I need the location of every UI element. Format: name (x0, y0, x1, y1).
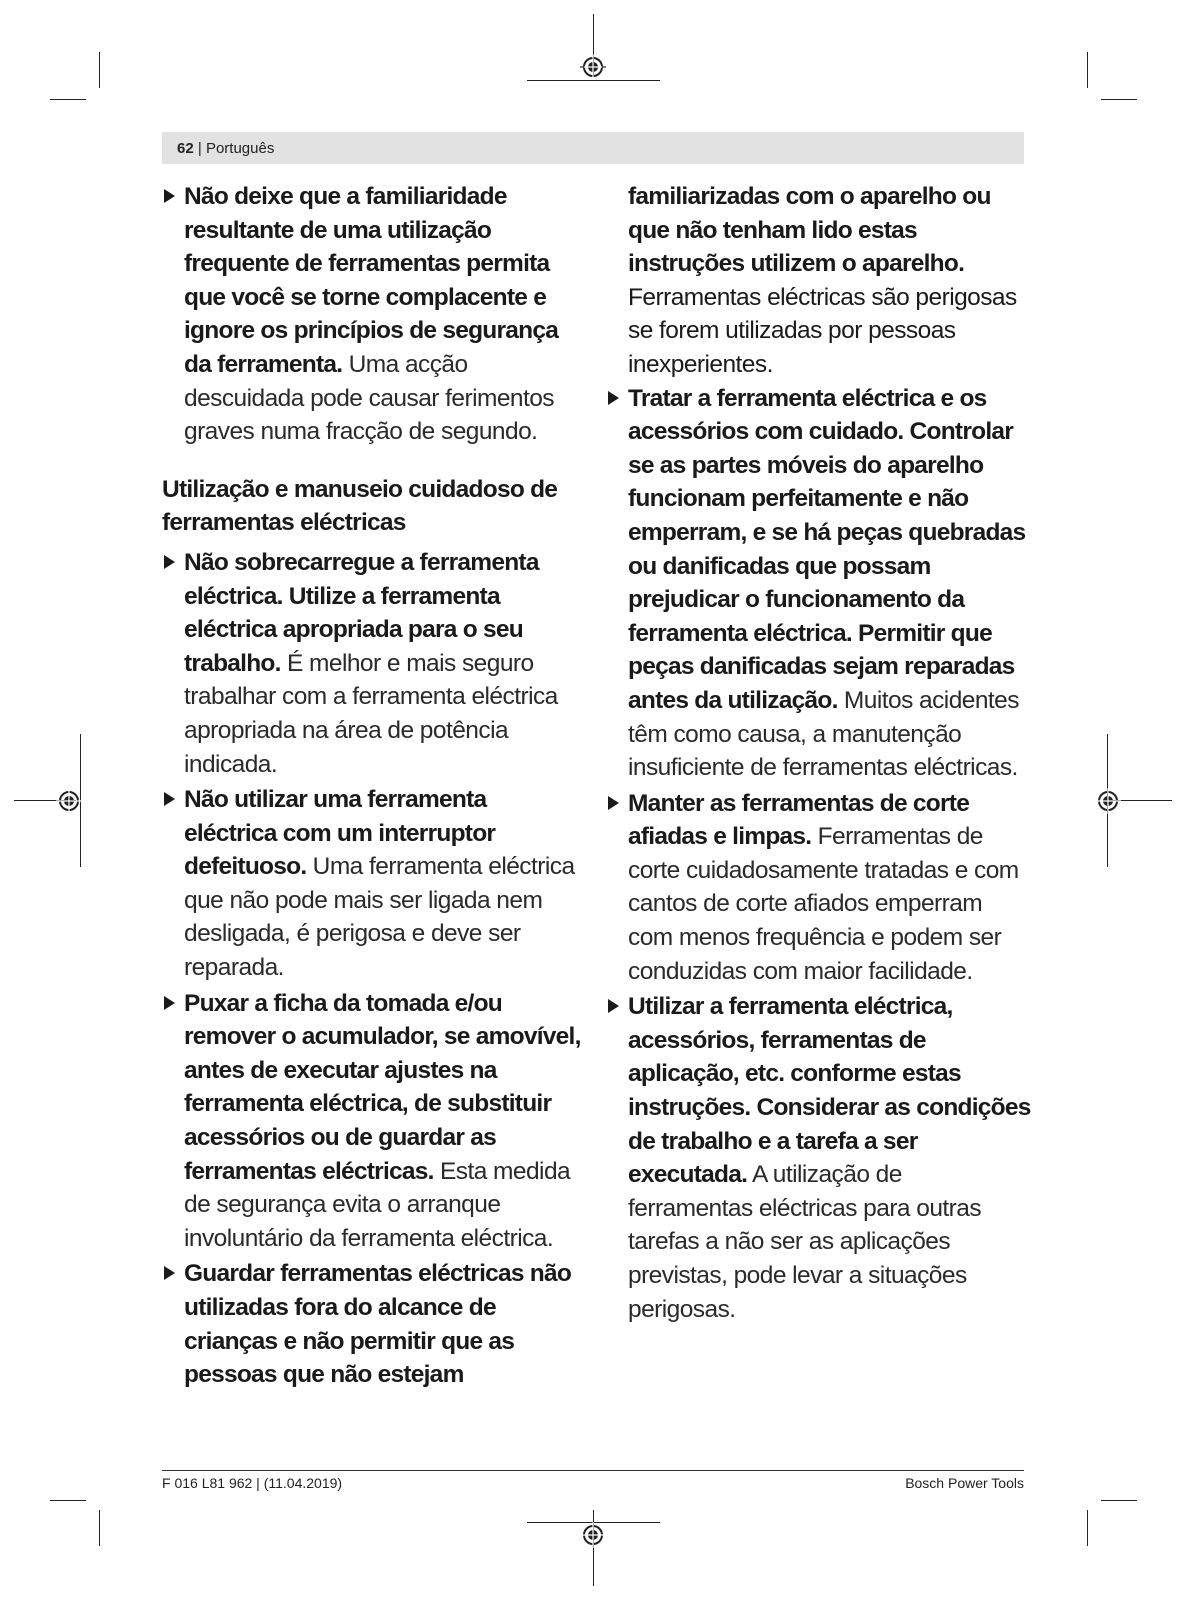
bullet-triangle-icon (608, 391, 619, 405)
crop-mark (1087, 1510, 1088, 1546)
safety-item-bold: Não sobrecarregue a ferramenta eléctrica. Utilize a ferramenta eléctrica apropriada para o seu trabalho. (184, 548, 539, 677)
bullet-triangle-icon (608, 796, 619, 810)
safety-item-bold: Não utilizar uma ferramenta eléctrica com um interruptor defeituoso. (184, 786, 496, 881)
safety-item-text: Muitos acidentes têm como causa, a manutenção insuficiente de ferramentas eléctricas. (628, 686, 1019, 782)
safety-item-bold: Guardar ferramentas eléctricas não utilizadas fora do alcance de crianças e não permitir que as pessoas que não estejam (184, 1260, 572, 1389)
section-title: Utilização e manuseio cuidadoso de ferramentas eléctricas (162, 475, 558, 537)
crop-mark (1087, 52, 1088, 88)
safety-item-text: Esta medida de segurança evita o arranque involuntário da ferramenta eléctrica. (184, 1157, 571, 1252)
header-separator: | (197, 140, 202, 157)
footer-brand: Bosch Power Tools (905, 1475, 1024, 1491)
safety-item (162, 783, 582, 985)
safety-item (162, 180, 582, 449)
crop-mark (99, 1510, 100, 1546)
safety-item (606, 787, 1032, 989)
registration-mark-icon (56, 788, 82, 814)
safety-item-bold: Tratar a ferramenta eléctrica e os acessórios com cuidado. Controlar se as partes móveis do aparelho funcionam perfeitamente e não emperram, e se há peças quebradas ou danificadas que possam prejudicar o funcionamento da ferramenta eléctrica. Permitir que peças danificadas sejam reparadas antes da utilização. (628, 384, 1026, 714)
bullet-triangle-icon (164, 555, 175, 569)
registration-mark-icon (1095, 788, 1121, 814)
footer-divider (162, 1470, 1024, 1471)
crop-mark (50, 1500, 86, 1501)
safety-item (606, 990, 1032, 1326)
safety-item-text: Uma acção descuidada pode causar ferimentos graves numa fracção de segundo. (184, 350, 555, 446)
registration-mark-icon (580, 1522, 606, 1548)
bullet-triangle-icon (608, 999, 619, 1013)
safety-item-text: É melhor e mais seguro trabalhar com a ferramenta eléctrica apropriada na área de potência indicada. (184, 649, 558, 778)
safety-item (162, 987, 582, 1256)
safety-item-bold: Utilizar a ferramenta eléctrica, acessórios, ferramentas de aplicação, etc. conforme estas instruções. Considerar as condições de trabalho e a tarefa a ser executada. (628, 993, 1031, 1189)
registration-mark-icon (580, 54, 606, 80)
safety-item-bold: Manter as ferramentas de corte afiadas e limpas. (628, 789, 970, 851)
bullet-triangle-icon (164, 792, 175, 806)
page-header-bar (162, 132, 1024, 164)
bullet-triangle-icon (164, 1266, 175, 1280)
safety-item-text: A utilização de ferramentas eléctricas para outras tarefas a não ser as aplicações previstas, pode levar a situações perigosas. (628, 1161, 982, 1323)
page-number: 62 (177, 140, 194, 157)
crop-mark (1101, 99, 1137, 100)
safety-item (162, 1257, 582, 1391)
safety-item-bold: Não deixe que a familiaridade resultante de uma utilização frequente de ferramentas permita que você se torne complacente e ignore os princípios de segurança da ferramenta. (184, 183, 559, 378)
crop-mark (527, 80, 660, 81)
right-column (606, 180, 1032, 1328)
safety-item (162, 546, 582, 781)
header-language: Português (205, 140, 275, 157)
crop-mark (99, 52, 100, 88)
crop-mark (50, 99, 86, 100)
safety-item-text: Uma ferramenta eléctrica que não pode mais ser ligada nem desligada, é perigosa e deve ser reparada. (184, 853, 575, 982)
footer-document-id: F 016 L81 962 | (11.04.2019) (162, 1475, 343, 1491)
crop-mark (1101, 1500, 1137, 1501)
safety-item-bold: Puxar a ficha da tomada e/ou remover o acumulador, se amovível, antes de executar ajustes na ferramenta eléctrica, de substituir acessórios ou de guardar as ferramentas eléctricas. (184, 989, 581, 1185)
safety-item-text: Ferramentas de corte cuidadosamente tratadas e com cantos de corte afiados emperram com menos frequência e podem ser conduzidas com maior facilidade. (628, 823, 1019, 985)
bullet-triangle-icon (164, 996, 175, 1010)
safety-item-text: Ferramentas eléctricas são perigosas se forem utilizadas por pessoas inexperientes. (628, 283, 1017, 378)
left-column (162, 180, 582, 1394)
safety-item (606, 382, 1032, 785)
bullet-triangle-icon (164, 189, 175, 203)
safety-item-continuation (606, 180, 1032, 382)
page-header (177, 140, 274, 157)
safety-item-bold: familiarizadas com o aparelho ou que não tenham lido estas instruções utilizem o aparelho. (628, 183, 991, 278)
